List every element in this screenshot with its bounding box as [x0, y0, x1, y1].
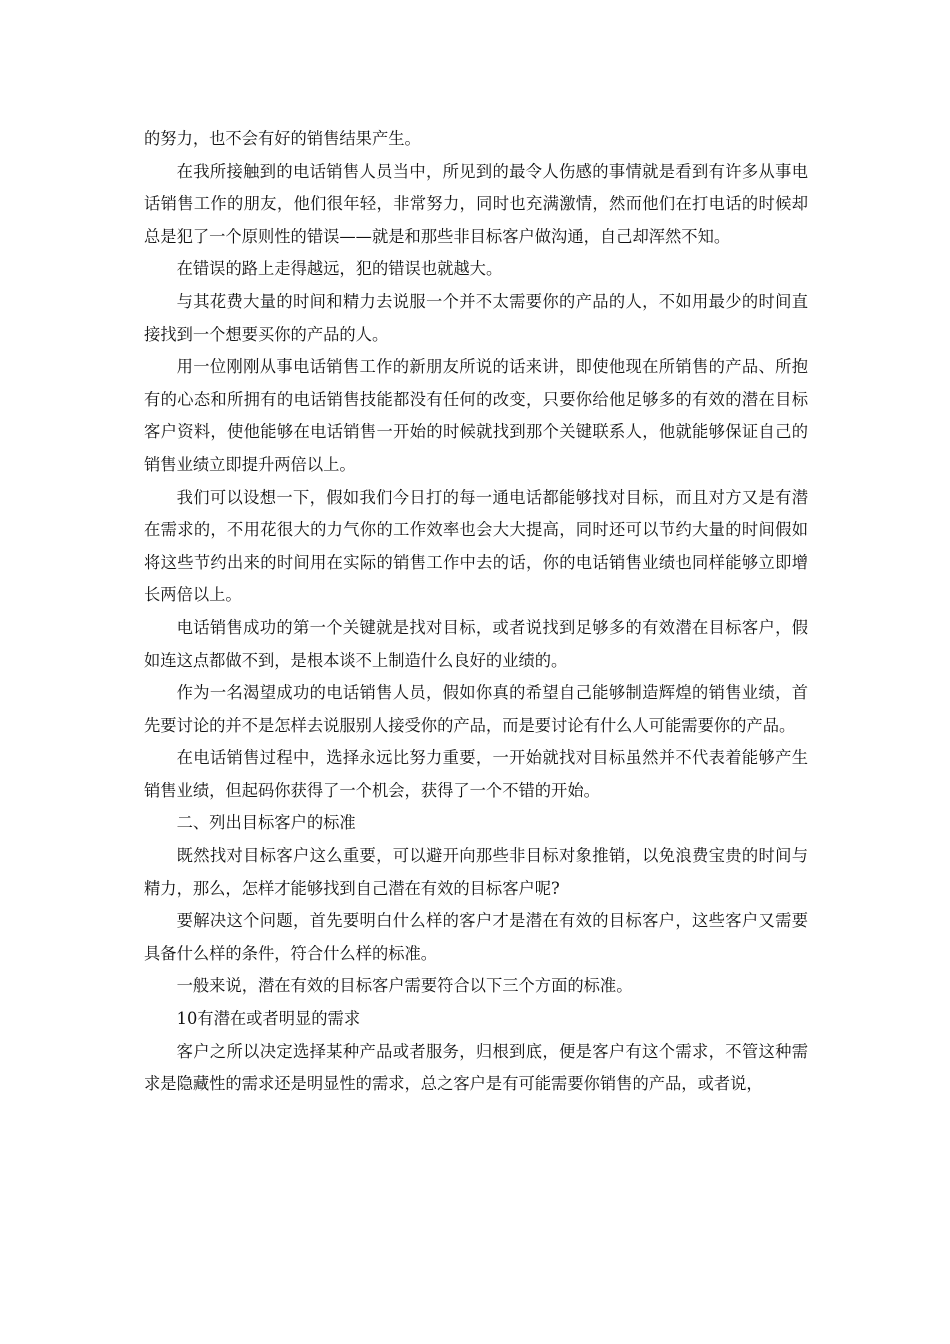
paragraph: 在我所接触到的电话销售人员当中，所见到的最令人伤感的事情就是看到有许多从事电话销售工作的朋友，他们很年轻，非常努力，同时也充满激情，然而他们在打电话的时候却总是犯了一个原则性的错误——就是和那些非目标客户做沟通，自己却浑然不知。	[144, 161, 808, 246]
paragraph: 在电话销售过程中，选择永远比努力重要，一开始就找对目标虽然并不代表着能够产生销售业绩，但起码你获得了一个机会，获得了一个不错的开始。	[144, 748, 808, 800]
paragraph: 作为一名渴望成功的电话销售人员，假如你真的希望自己能够制造辉煌的销售业绩，首先要讨论的并不是怎样去说服别人接受你的产品，而是要讨论有什么人可能需要你的产品。	[144, 683, 808, 735]
paragraph: 客户之所以决定选择某种产品或者服务，归根到底，便是客户有这个需求，不管这种需求是隐藏性的需求还是明显性的需求，总之客户是有可能需要你销售的产品，或者说，	[144, 1041, 808, 1094]
paragraph: 在错误的路上走得越远，犯的错误也就越大。	[176, 259, 503, 279]
section-heading: 二、列出目标客户的标准	[176, 813, 356, 833]
paragraph: 既然找对目标客户这么重要，可以避开向那些非目标对象推销，以免浪费宝贵的时间与精力，那么，怎样才能够找到自己潜在有效的目标客户呢?	[144, 846, 808, 898]
paragraph: 一般来说，潜在有效的目标客户需要符合以下三个方面的标准。	[176, 976, 633, 996]
paragraph: 我们可以设想一下，假如我们今日打的每一通电话都能够找对目标，而且对方又是有潜在需求的，不用花很大的力气你的工作效率也会大大提高，同时还可以节约大量的时间假如将这些节约出来的时间用在实际的销售工作中去的话，你的电话销售业绩也同样能够立即增长两倍以上。	[144, 487, 808, 605]
subsection-heading: 10有潜在或者明显的需求	[176, 1009, 361, 1029]
paragraph: 要解决这个问题，首先要明白什么样的客户才是潜在有效的目标客户，这些客户又需要具备什么样的条件，符合什么样的标准。	[144, 911, 808, 963]
paragraph-continuation: 的努力，也不会有好的销售结果产生。	[144, 129, 421, 148]
document-body	[144, 123, 808, 1101]
paragraph: 电话销售成功的第一个关键就是找对目标，或者说找到足够多的有效潜在目标客户，假如连这点都做不到，是根本谈不上制造什么良好的业绩的。	[144, 617, 808, 670]
paragraph: 与其花费大量的时间和精力去说服一个并不太需要你的产品的人，不如用最少的时间直接找到一个想要买你的产品的人。	[144, 291, 808, 344]
paragraph: 用一位刚刚从事电话销售工作的新朋友所说的话来讲，即使他现在所销售的产品、所抱有的心态和所拥有的电话销售技能都没有任何的改变，只要你给他足够多的有效的潜在目标客户资料，使他能够在电话销售一开始的时候就找到那个关键联系人，他就能够保证自己的销售业绩立即提升两倍以上。	[144, 357, 808, 474]
